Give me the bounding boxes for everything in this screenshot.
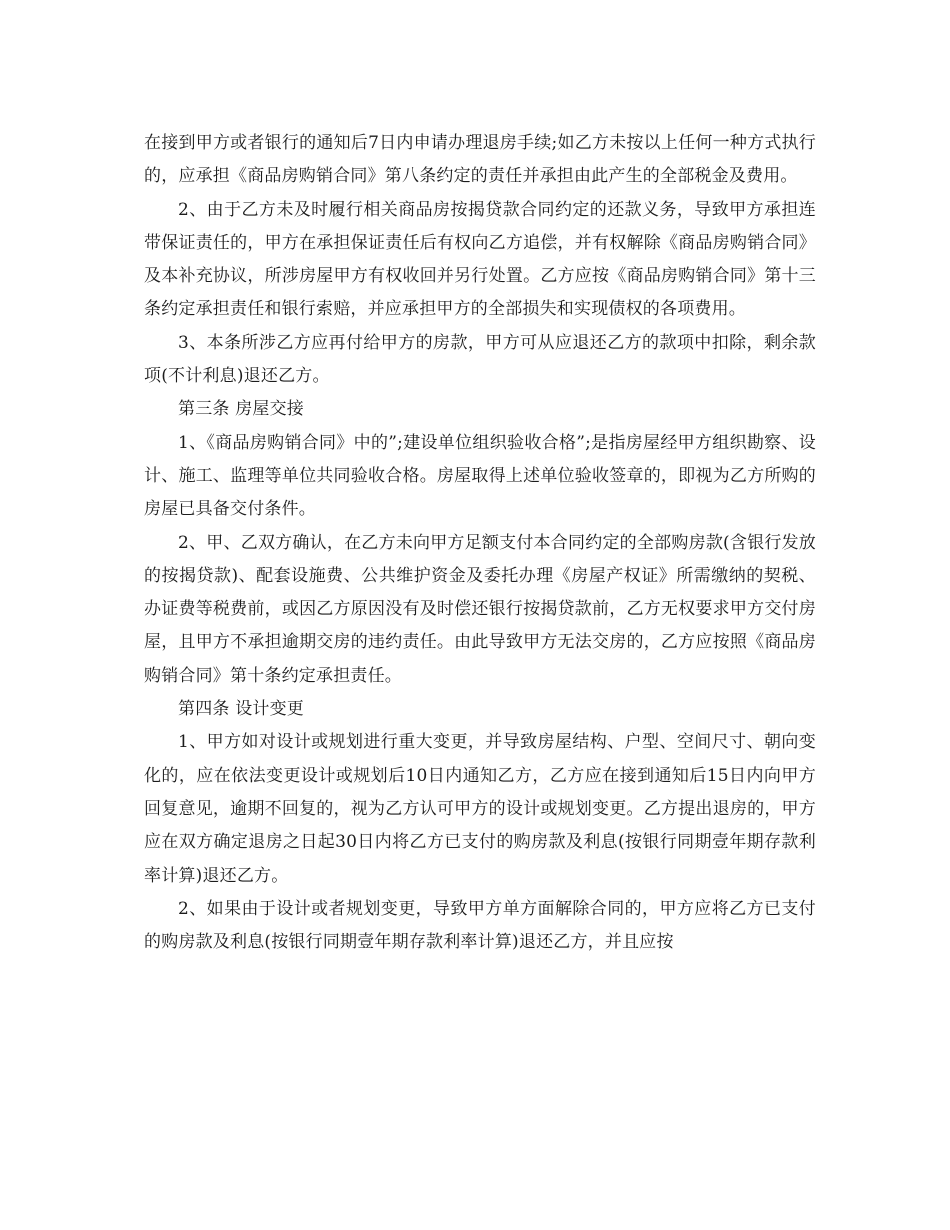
paragraph-clause-2-3: 3、本条所涉乙方应再付给甲方的房款，甲方可从应退还乙方的款项中扣除，剩余款项(不计利息)退还乙方。 [144,332,816,387]
paragraph-clause-3-2: 2、甲、乙双方确认，在乙方未向甲方足额支付本合同约定的全部购房款(含银行发放的按揭贷款)、配套设施费、公共维护资金及委托办理《房屋产权证》所需缴纳的契税、办证费等税费前，或因乙方原因没有及时偿还银行按揭贷款前，乙方无权要求甲方交付房屋，且甲方不承担逾期交房的违约责任。由此导致甲方无法交房的，乙方应按照《商品房购销合同》第十条约定承担责任。 [144,532,816,686]
section-heading-article-3: 第三条 房屋交接 [178,399,305,420]
paragraph-clause-4-2: 2、如果由于设计或者规划变更，导致甲方单方面解除合同的，甲方应将乙方已支付的购房款及利息(按银行同期壹年期存款利率计算)退还乙方，并且应按 [144,898,816,953]
paragraph-clause-2-2: 2、由于乙方未及时履行相关商品房按揭贷款合同约定的还款义务，导致甲方承担连带保证责任的，甲方在承担保证责任后有权向乙方追偿，并有权解除《商品房购销合同》及本补充协议，所涉房屋甲方有权收回并另行处置。乙方应按《商品房购销合同》第十三条约定承担责任和银行索赔，并应承担甲方的全部损失和实现债权的各项费用。 [144,199,816,320]
paragraph-continuation: 在接到甲方或者银行的通知后7日内申请办理退房手续;如乙方未按以上任何一种方式执行的，应承担《商品房购销合同》第八条约定的责任并承担由此产生的全部税金及费用。 [144,133,816,187]
paragraph-clause-4-1: 1、甲方如对设计或规划进行重大变更，并导致房屋结构、户型、空间尺寸、朝向变化的，应在依法变更设计或规划后10日内通知乙方，乙方应在接到通知后15日内向甲方回复意见，逾期不回复的，视为乙方认可甲方的设计或规划变更。乙方提出退房的，甲方应在双方确定退房之日起30日内将乙方已支付的购房款及利息(按银行同期壹年期存款利率计算)退还乙方。 [144,732,816,886]
section-heading-article-4: 第四条 设计变更 [178,699,305,720]
document-body [144,127,816,959]
paragraph-clause-3-1: 1、《商品房购销合同》中的”;建设单位组织验收合格”;是指房屋经甲方组织勘察、设计、施工、监理等单位共同验收合格。房屋取得上述单位验收签章的，即视为乙方所购的房屋已具备交付条件。 [144,432,816,520]
